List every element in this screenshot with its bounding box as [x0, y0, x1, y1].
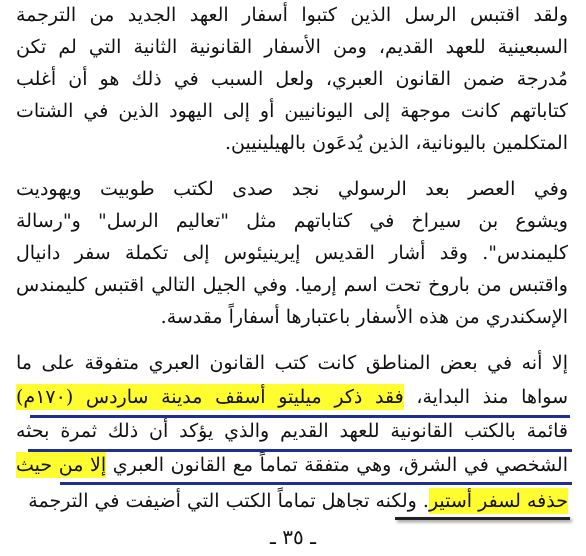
text-line: قائمة بالكتب القانونية للعهد القديم والذي يؤكد أن ذلك ثمرة بحثه: [16, 420, 568, 442]
text-line: ويشوع بن سيراخ في كتاباتهم مثل "تعاليم الرسل" و"رسالة: [16, 210, 568, 232]
highlighted-text: فقد ذكر ميليتو أسقف مدينة ساردس (١٧٠م): [16, 386, 404, 408]
blue-underline: [30, 415, 570, 418]
text-line: كليمندس". وقد أشار القديس إيرينيئوس إلى تكملة سفر دانيال: [16, 242, 568, 264]
plain-text: . ولكنه تجاهل تماماً الكتب التي أضيفت في الترجمة: [28, 490, 429, 512]
blue-underline: [60, 482, 572, 485]
text-line: إلا أنه في بعض المناطق كانت كتب القانون العبري متفوقة على ما: [16, 352, 568, 374]
plain-text: الشخصي في الشرق، وهي متفقة تماماً مع القانون العبري: [112, 454, 568, 476]
text-line: واقتبس من باروخ تحت اسم إرميا. وفي الجيل التالي اقتبس كليمندس: [16, 274, 568, 296]
blue-underline: [28, 449, 572, 452]
black-underline: [395, 517, 570, 520]
text-line: السبعينية للعهد القديم، ومن الأسفار القانونية الثانية التي لم تكن: [16, 36, 568, 58]
text-line: [16, 380, 568, 414]
text-line: مُدرجة ضمن القانون العبري، ولعل السبب في ذلك هو أن أغلب: [16, 68, 568, 90]
text-line: [16, 484, 568, 518]
text-line: ولقد اقتبس الرسل الذين كتبوا أسفار العهد الجديد من الترجمة: [16, 4, 568, 26]
highlighted-text: إلا من حيث: [16, 454, 107, 476]
page-number: ـ ٣٥ ـ: [270, 525, 316, 549]
text-line: كتاباتهم كانت موجهة إلى اليونانيين أو إلى اليهود الذين في الشتات: [16, 100, 568, 122]
text-line: المتكلمين باليونانية، الذين يُدعَون بالهيلينيين.: [225, 132, 568, 154]
plain-text: سواها منذ البداية،: [416, 386, 568, 408]
highlighted-text: حذفه لسفر أستير: [428, 490, 568, 512]
text-line: [16, 448, 568, 482]
text-line: وفي العصر بعد الرسولي نجد صدى لكتب طوبيت ويهوديت: [16, 178, 568, 200]
text-line: الإسكندري من هذه الأسفار باعتبارها أسفاراً مقدسة.: [160, 306, 568, 328]
